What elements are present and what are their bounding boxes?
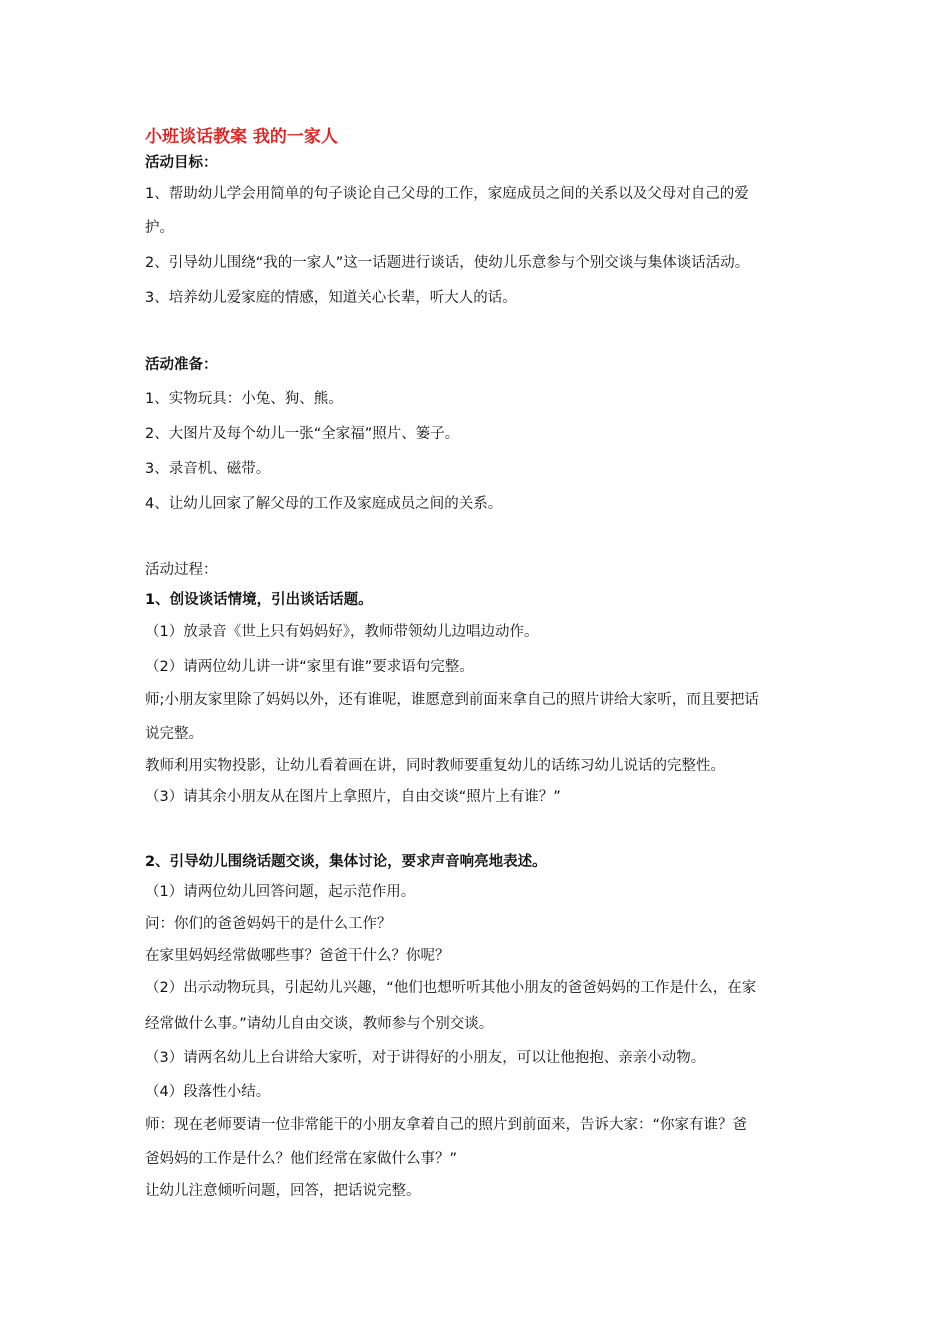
step-1-line: （1）放录音《世上只有妈妈好》，教师带领幼儿边唱边动作。 (145, 624, 539, 640)
step-1-line: 说完整。 (145, 726, 203, 742)
step-1-line: 教师利用实物投影，让幼儿看着画在讲，同时教师要重复幼儿的话练习幼儿说话的完整性。 (145, 758, 725, 774)
step-2-line: （1）请两位幼儿回答问题，起示范作用。 (145, 884, 416, 900)
step-2-line: 在家里妈妈经常做哪些事？爸爸干什么？你呢？ (145, 948, 450, 964)
step-2-line: （2）出示动物玩具，引起幼儿兴趣，“他们也想听听其他小朋友的爸爸妈妈的工作是什么，在家 (145, 980, 757, 996)
step-2-line: （4）段落性小结。 (145, 1084, 271, 1100)
goals-heading: 活动目标： (145, 155, 218, 171)
step-1-line: （2）请两位幼儿讲一讲“家里有谁”要求语句完整。 (145, 659, 474, 675)
step-1-line: 师;小朋友家里除了妈妈以外，还有谁呢，谁愿意到前面来拿自己的照片讲给大家听，而且要把话 (145, 692, 759, 708)
prep-item: 4、让幼儿回家了解父母的工作及家庭成员之间的关系。 (145, 496, 503, 512)
prep-heading: 活动准备： (145, 357, 218, 373)
process-heading: 活动过程： (145, 562, 218, 578)
step-2-line: 问：你们的爸爸妈妈干的是什么工作？ (145, 916, 392, 932)
goal-1-line-1: 1、帮助幼儿学会用简单的句子谈论自己父母的工作，家庭成员之间的关系以及父母对自己的爱 (145, 186, 749, 202)
prep-item: 3、录音机、磁带。 (145, 461, 271, 477)
step-2-line: 让幼儿注意倾听问题，回答，把话说完整。 (145, 1183, 421, 1199)
goal-1-line-2: 护。 (145, 220, 174, 236)
step-2-heading: 2、引导幼儿围绕话题交谈，集体讨论，要求声音响亮地表述。 (145, 854, 547, 870)
step-2-line: 经常做什么事。”请幼儿自由交谈，教师参与个别交谈。 (145, 1016, 494, 1032)
step-2-line: 师：现在老师要请一位非常能干的小朋友拿着自己的照片到前面来，告诉大家：“你家有谁？爸 (145, 1117, 748, 1133)
prep-item: 2、大图片及每个幼儿一张“全家福”照片、篓子。 (145, 426, 460, 442)
step-1-line: （3）请其余小朋友从在图片上拿照片，自由交谈“照片上有谁？” (145, 789, 561, 805)
step-2-line: 爸妈妈的工作是什么？他们经常在家做什么事？” (145, 1151, 458, 1167)
prep-item: 1、实物玩具：小兔、狗、熊。 (145, 391, 343, 407)
goal-2: 2、引导幼儿围绕“我的一家人”这一话题进行谈话，使幼儿乐意参与个别交谈与集体谈话活动。 (145, 255, 750, 271)
document-title: 小班谈话教案 我的一家人 (145, 127, 338, 147)
step-2-line: （3）请两名幼儿上台讲给大家听，对于讲得好的小朋友，可以让他抱抱、亲亲小动物。 (145, 1050, 706, 1066)
goal-3: 3、培养幼儿爱家庭的情感，知道关心长辈，听大人的话。 (145, 290, 517, 306)
step-1-heading: 1、创设谈话情境，引出谈话话题。 (145, 592, 373, 608)
